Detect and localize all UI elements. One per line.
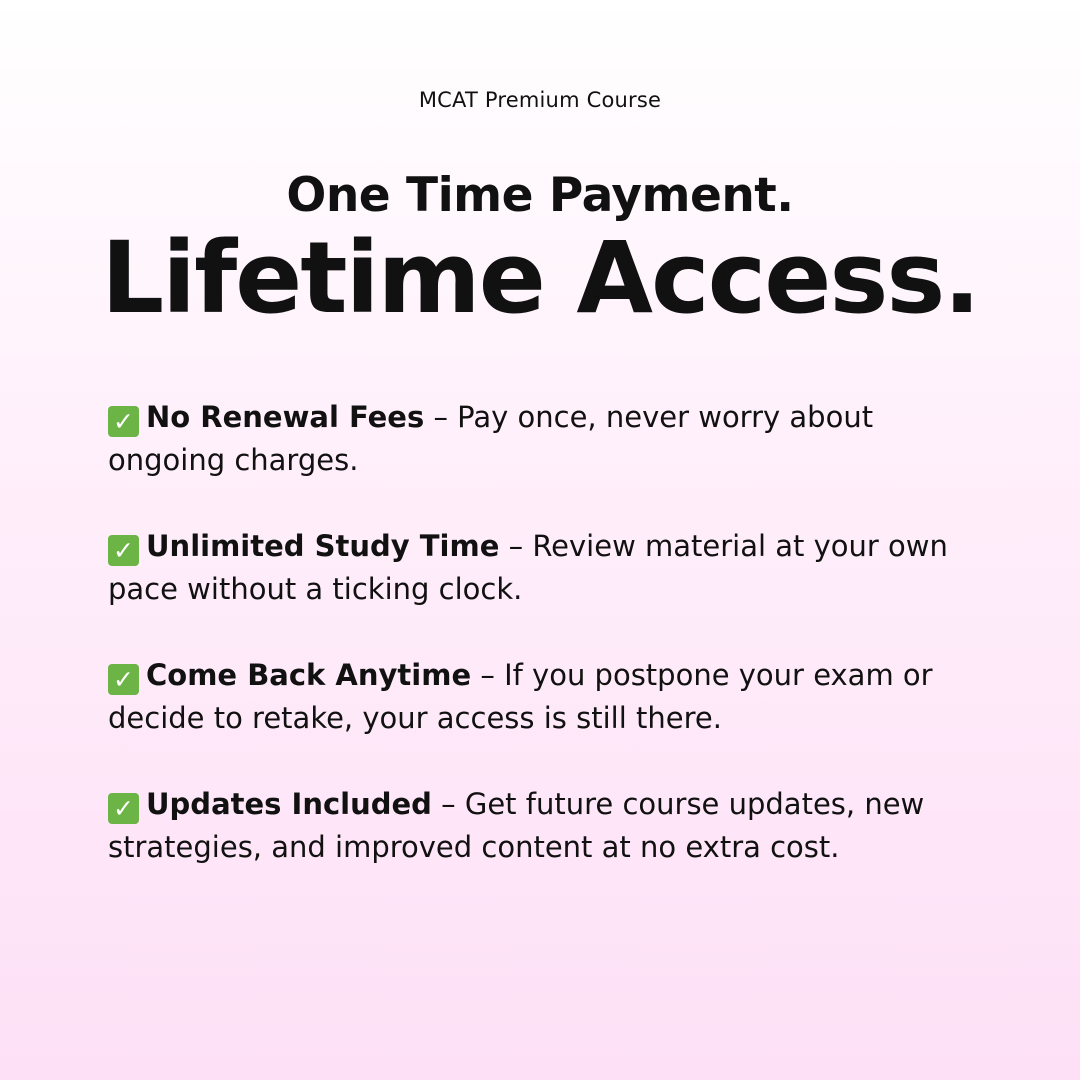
feature-title: Come Back Anytime [146,658,472,692]
feature-list [108,396,998,912]
headline-line-two: Lifetime Access. [101,221,979,336]
headline-line-one: One Time Payment. [286,168,794,223]
feature-separator: – [431,787,465,821]
feature-separator: – [499,529,533,563]
feature-title: No Renewal Fees [146,400,425,434]
check-mark-icon: ✓ [108,535,139,566]
feature-item-come-back-anytime [108,654,998,740]
check-mark-icon: ✓ [108,664,139,695]
feature-item-no-renewal-fees [108,396,998,482]
feature-text: If you postpone your exam or decide to retake, your access is still there. [108,658,933,735]
feature-text: Get future course updates, new strategies, and improved content at no extra cost. [108,787,925,864]
course-name: MCAT Premium Course [418,88,662,112]
feature-text: Review material at your own pace without a ticking clock. [108,529,948,606]
feature-separator: – [471,658,505,692]
feature-item-updates-included [108,783,998,869]
feature-text: Pay once, never worry about ongoing charges. [108,400,874,477]
feature-separator: – [424,400,458,434]
check-mark-icon: ✓ [108,406,139,437]
feature-title: Updates Included [146,787,432,821]
feature-title: Unlimited Study Time [146,529,500,563]
check-mark-icon: ✓ [108,793,139,824]
feature-item-unlimited-study-time [108,525,998,611]
